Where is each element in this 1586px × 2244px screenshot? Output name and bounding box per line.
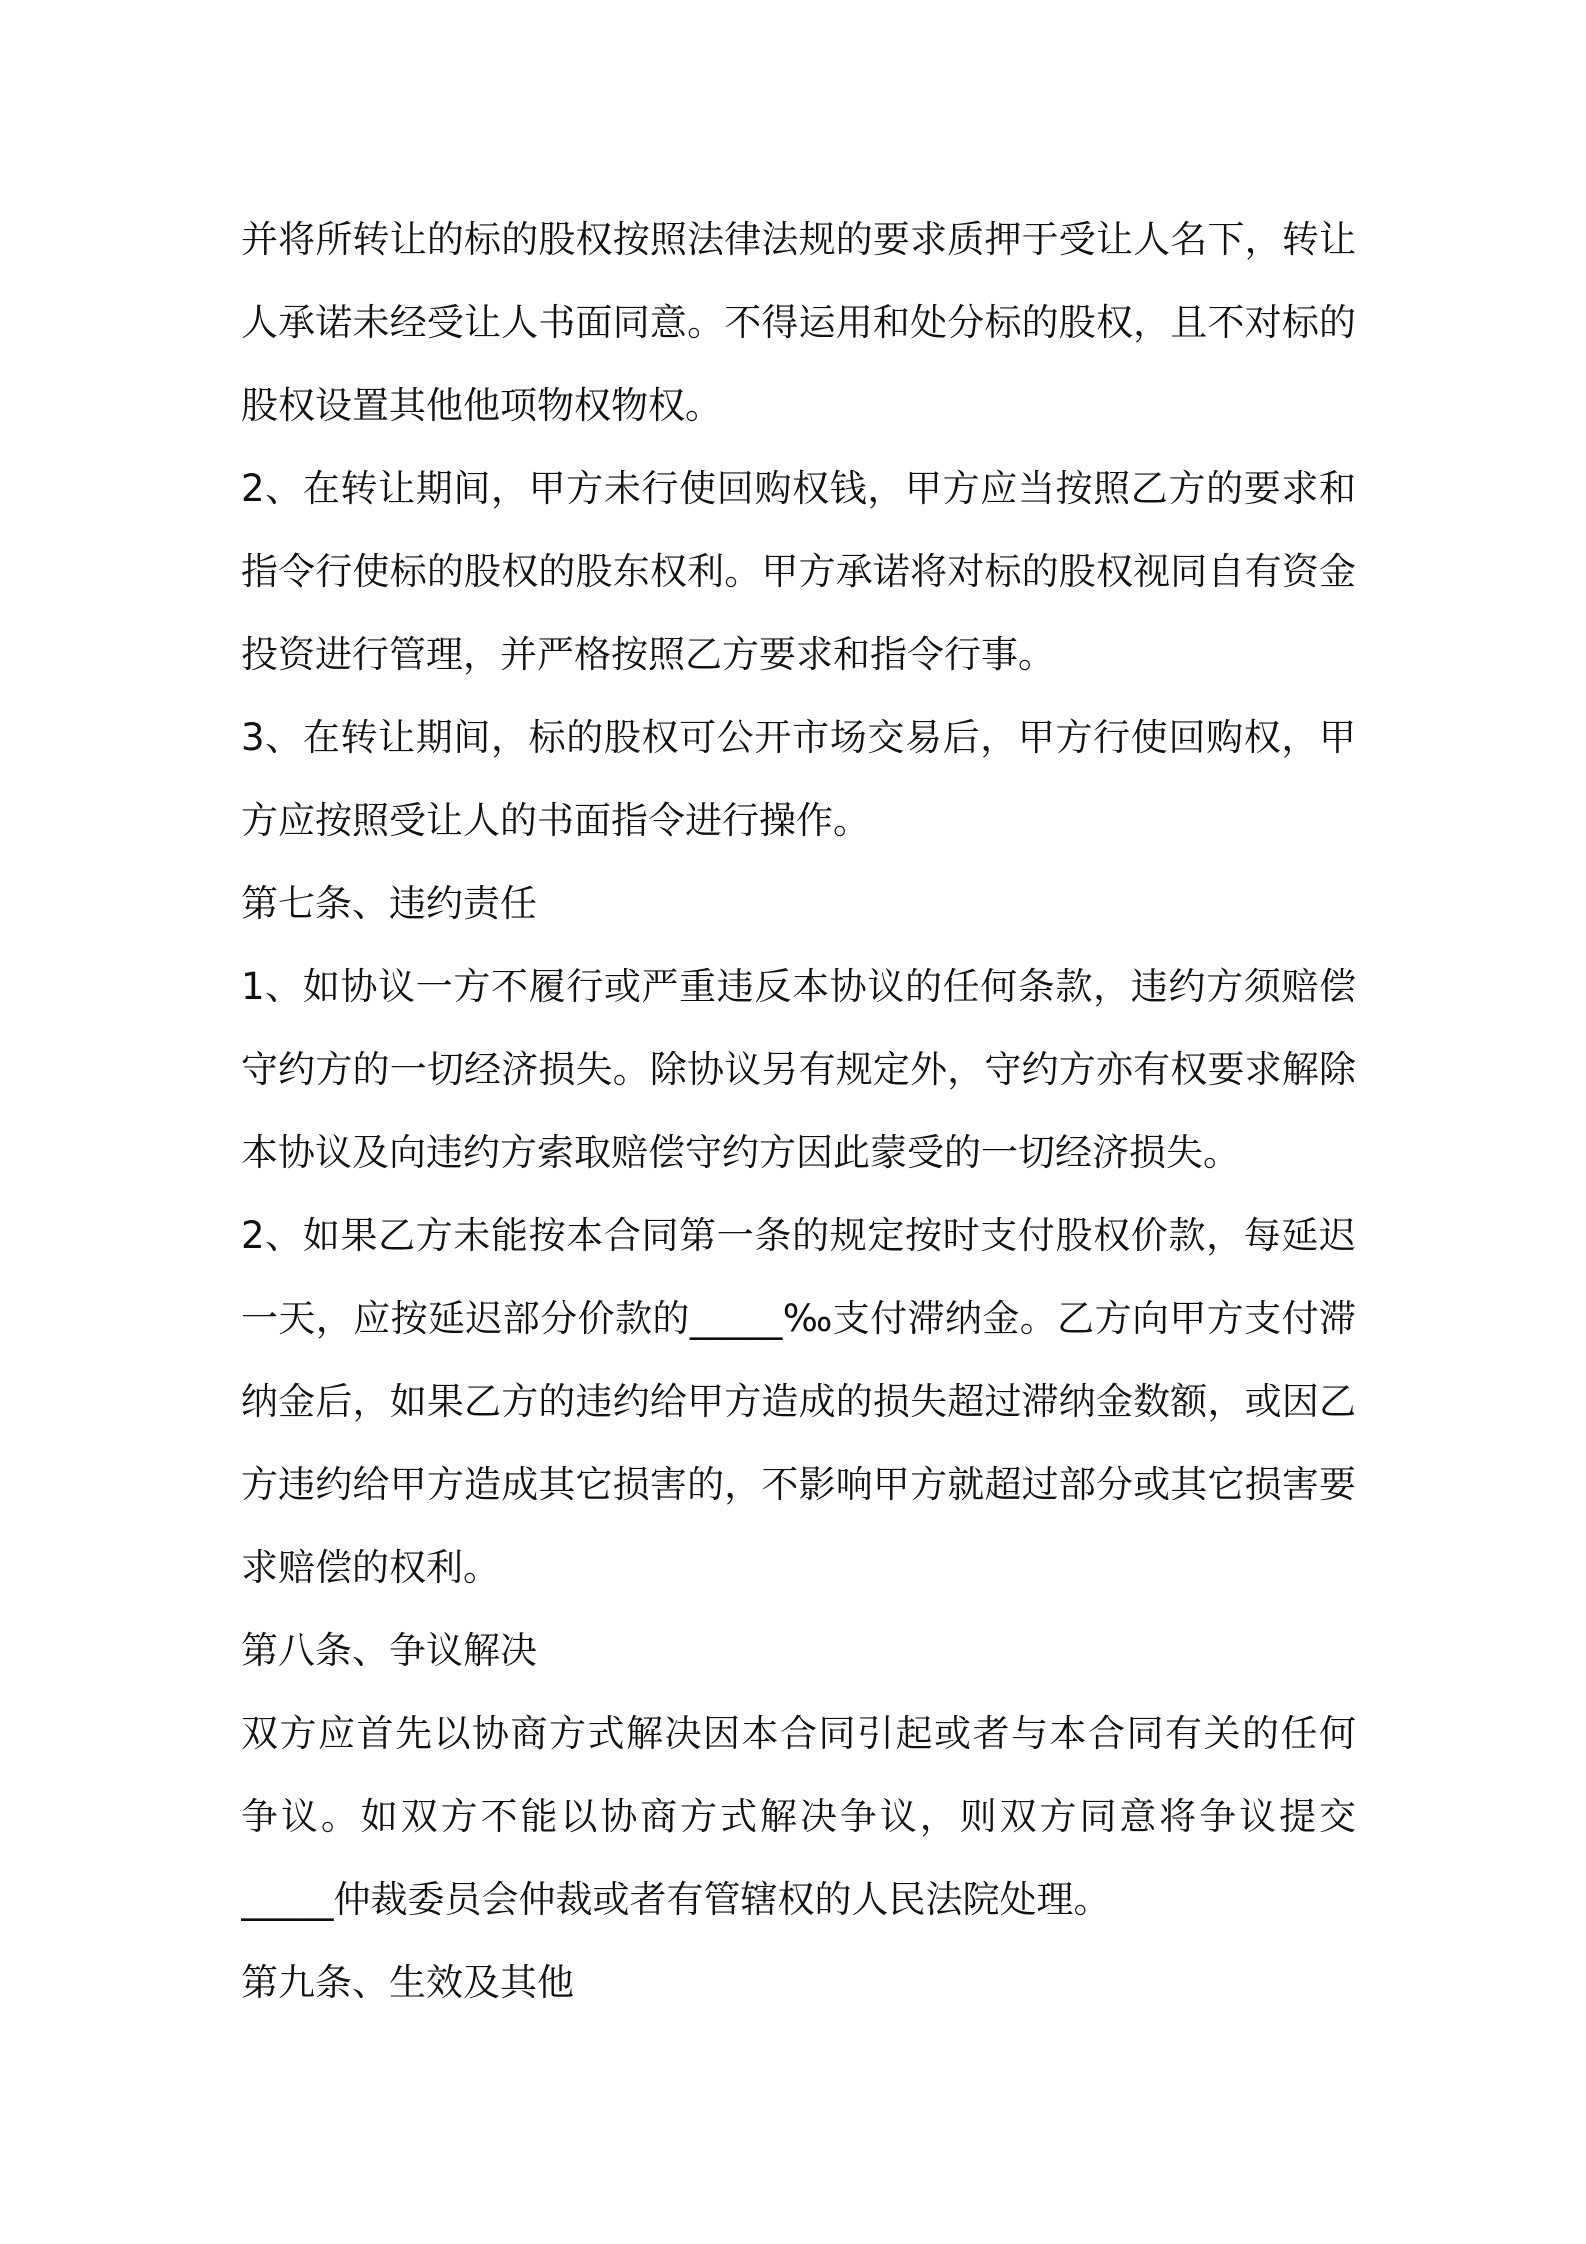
paragraph-line: 争议。如双方不能以协商方式解决争议，则双方同意将争议提交: [241, 1795, 1356, 1838]
paragraph-line: 纳金后，如果乙方的违约给甲方造成的损失超过滞纳金数额，或因乙: [241, 1380, 1356, 1423]
paragraph-line: 2、在转让期间，甲方未行使回购权钱，甲方应当按照乙方的要求和: [241, 467, 1356, 510]
document-body: [241, 198, 1356, 2024]
paragraph-line: _____仲裁委员会仲裁或者有管辖权的人民法院处理。: [241, 1878, 1111, 1921]
paragraph-line: 双方应首先以协商方式解决因本合同引起或者与本合同有关的任何: [241, 1712, 1356, 1755]
section-heading: 第九条、生效及其他: [241, 1961, 574, 2004]
paragraph-line: 求赔偿的权利。: [241, 1546, 500, 1589]
paragraph-line: 股权设置其他他项物权物权。: [241, 384, 722, 427]
paragraph-line: 并将所转让的标的股权按照法律法规的要求质押于受让人名下，转让: [241, 218, 1356, 261]
paragraph-line: 人承诺未经受让人书面同意。不得运用和处分标的股权，且不对标的: [241, 301, 1356, 344]
paragraph-line: 指令行使标的股权的股东权利。甲方承诺将对标的股权视同自有资金: [241, 550, 1356, 593]
paragraph-line: 方应按照受让人的书面指令进行操作。: [241, 799, 870, 842]
paragraph-line: 2、如果乙方未能按本合同第一条的规定按时支付股权价款，每延迟: [241, 1214, 1356, 1257]
paragraph-line: 方违约给甲方造成其它损害的，不影响甲方就超过部分或其它损害要: [241, 1463, 1356, 1506]
section-heading: 第七条、违约责任: [241, 882, 537, 925]
paragraph-line: 投资进行管理，并严格按照乙方要求和指令行事。: [241, 633, 1055, 676]
paragraph-line: 本协议及向违约方索取赔偿守约方因此蒙受的一切经济损失。: [241, 1131, 1240, 1174]
paragraph-line: 一天，应按延迟部分价款的_____‰支付滞纳金。乙方向甲方支付滞: [241, 1297, 1356, 1340]
paragraph-line: 1、如协议一方不履行或严重违反本协议的任何条款，违约方须赔偿: [241, 965, 1356, 1008]
section-heading: 第八条、争议解决: [241, 1629, 537, 1672]
paragraph-line: 3、在转让期间，标的股权可公开市场交易后，甲方行使回购权，甲: [241, 716, 1356, 759]
paragraph-line: 守约方的一切经济损失。除协议另有规定外，守约方亦有权要求解除: [241, 1048, 1356, 1091]
